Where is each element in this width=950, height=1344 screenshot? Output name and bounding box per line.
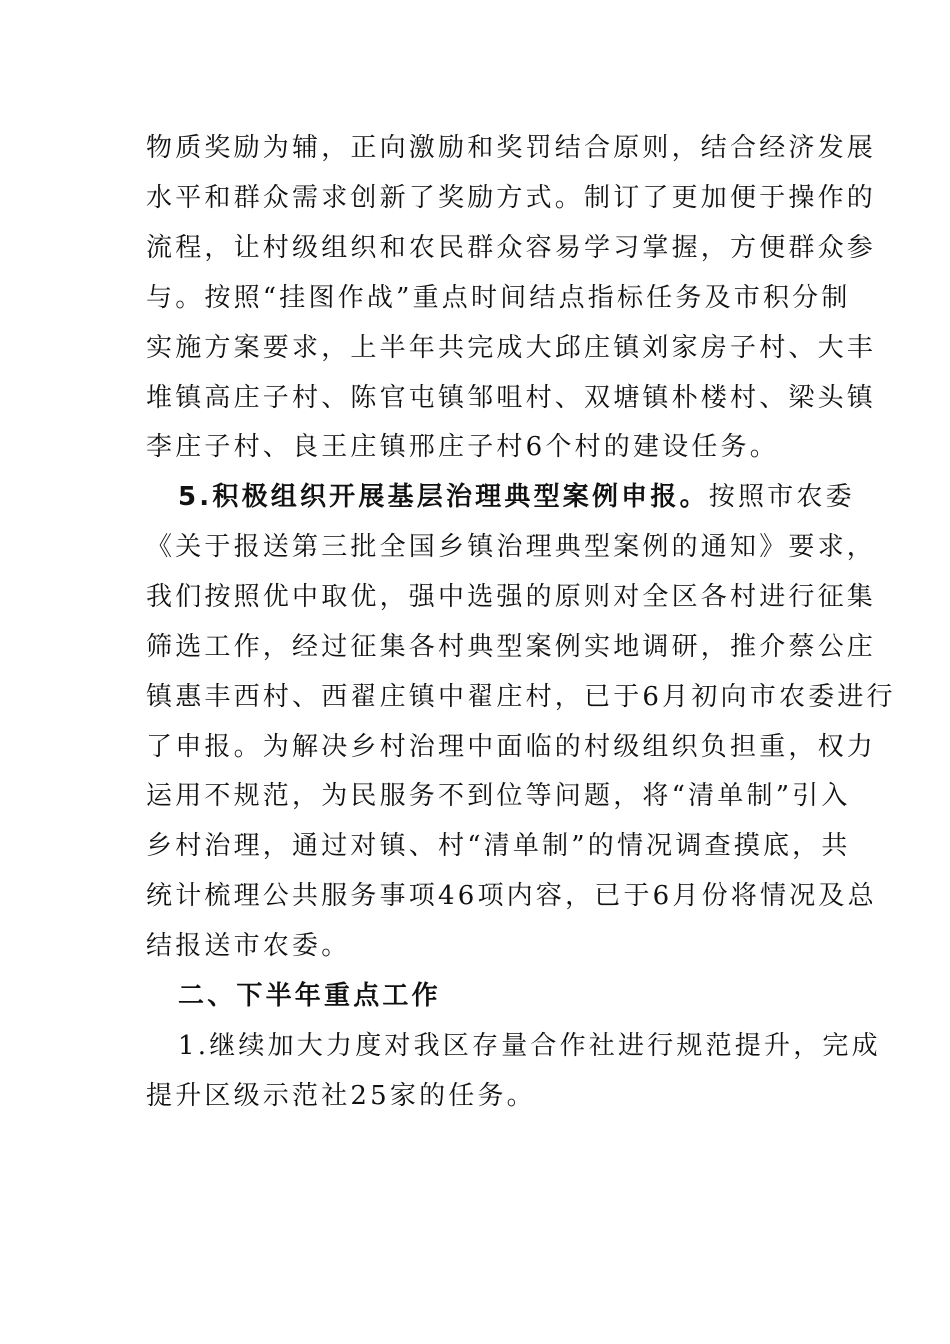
text-line: 李庄子村、良王庄镇邢庄子村6个村的建设任务。 xyxy=(146,432,779,462)
text-line: 《关于报送第三批全国乡镇治理典型案例的通知》要求， xyxy=(146,532,877,562)
text-line: 镇惠丰西村、西翟庄镇中翟庄村，已于6月初向市农委进行 xyxy=(146,682,896,712)
text-line: 乡村治理，通过对镇、村“清单制”的情况调查摸底，共 xyxy=(146,831,851,861)
text-line: 流程，让村级组织和农民群众容易学习掌握，方便群众参 xyxy=(146,233,877,263)
paragraph-2-first-line xyxy=(178,477,855,517)
text-span: 按照市农委 xyxy=(708,482,855,512)
text-line: 实施方案要求，上半年共完成大邱庄镇刘家房子村、大丰 xyxy=(146,333,877,363)
text-line: 统计梳理公共服务事项46项内容，已于6月份将情况及总 xyxy=(146,881,877,911)
text-line: 提升区级示范社25家的任务。 xyxy=(146,1081,536,1111)
text-line: 了申报。为解决乡村治理中面临的村级组织负担重，权力 xyxy=(146,732,877,762)
text-line: 物质奖励为辅，正向激励和奖罚结合原则，结合经济发展 xyxy=(146,133,877,163)
section-heading: 二、下半年重点工作 xyxy=(178,981,441,1011)
item-5-heading: 5.积极组织开展基层治理典型案例申报。 xyxy=(178,482,709,512)
text-line: 堆镇高庄子村、陈官屯镇邹咀村、双塘镇朴楼村、梁头镇 xyxy=(146,383,877,413)
text-line: 1.继续加大力度对我区存量合作社进行规范提升，完成 xyxy=(178,1031,881,1061)
text-line: 结报送市农委。 xyxy=(146,931,351,961)
text-line: 与。按照“挂图作战”重点时间结点指标任务及市积分制 xyxy=(146,283,851,313)
text-line: 水平和群众需求创新了奖励方式。制订了更加便于操作的 xyxy=(146,183,877,213)
text-line: 筛选工作，经过征集各村典型案例实地调研，推介蔡公庄 xyxy=(146,632,877,662)
text-line: 运用不规范，为民服务不到位等问题，将“清单制”引入 xyxy=(146,781,851,811)
text-line: 我们按照优中取优，强中选强的原则对全区各村进行征集 xyxy=(146,582,877,612)
